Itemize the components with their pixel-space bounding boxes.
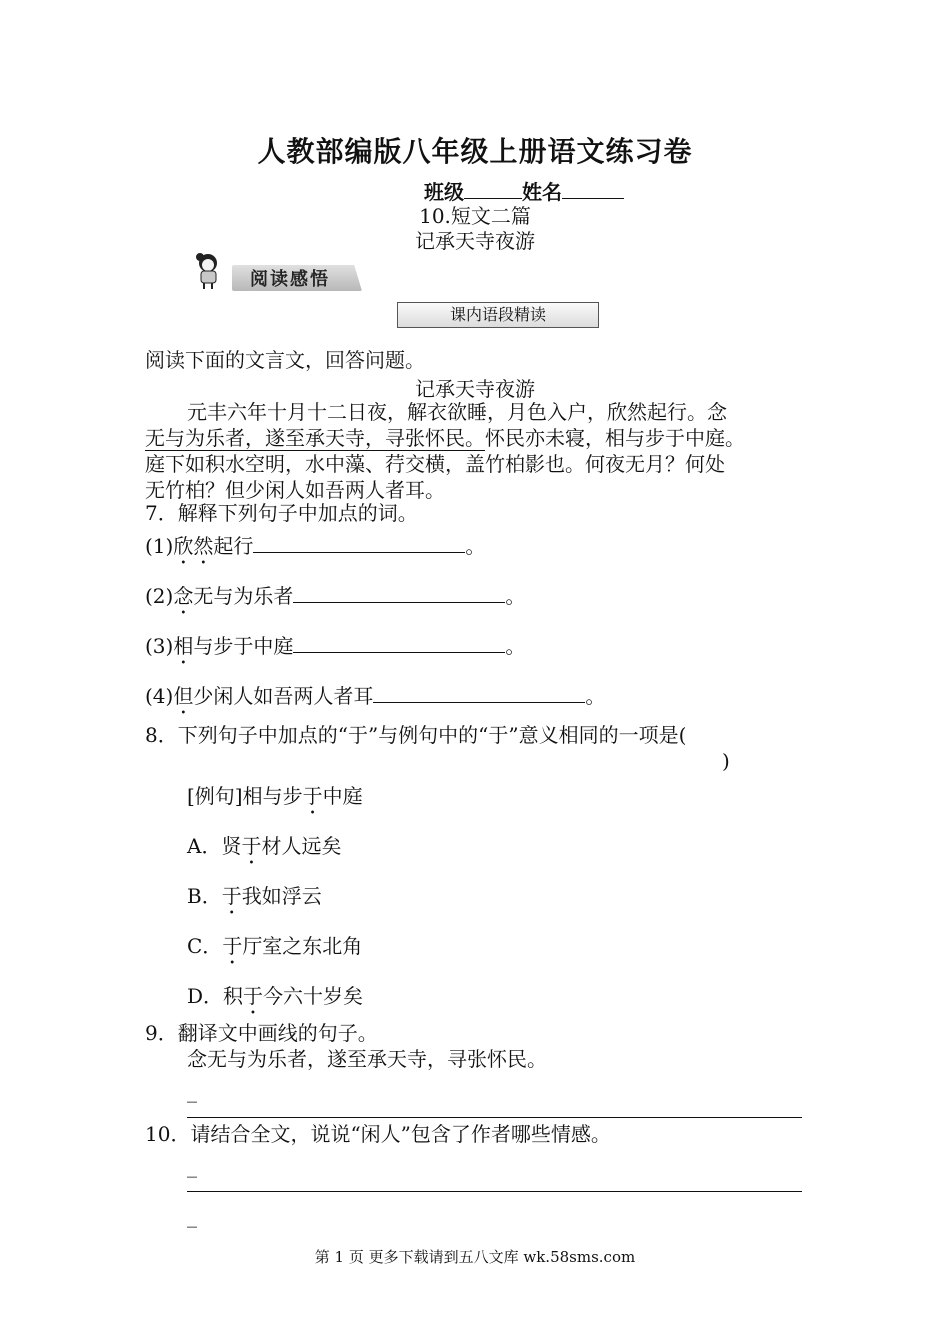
q7-item-2-dotted: 念: [173, 584, 194, 608]
q8-option-a-dot: 于: [241, 834, 262, 858]
passage-title: 记承天寺夜游: [415, 377, 535, 401]
passage-line-3: 庭下如积水空明，水中藻、荇交横，盖竹柏影也。何夜无月？何处: [145, 452, 725, 476]
q7-item-2-prefix: (2): [145, 584, 174, 608]
q8-option-b-label: B．: [187, 884, 222, 908]
q7-item-2-answer[interactable]: [293, 584, 505, 603]
q7-item-1-dotted-b: 然: [193, 534, 214, 558]
passage-line-1: 元丰六年十月十二日夜，解衣欲睡，月色入户，欣然起行。念: [187, 400, 727, 424]
q8-option-b-dot: 于: [221, 884, 242, 908]
q8-option-b[interactable]: [187, 883, 322, 919]
q8-example-dot: 于: [302, 784, 323, 808]
q7-item-3-prefix: (3): [145, 634, 174, 658]
name-blank[interactable]: [562, 180, 624, 199]
q10-dash-1: _: [187, 1154, 197, 1178]
q8-option-c-dot: 于: [222, 934, 243, 958]
q7-item-2-rest: 无与为乐者: [193, 584, 294, 608]
lesson-number: 10.短文二篇: [419, 204, 531, 228]
q9-answer-line[interactable]: [187, 1117, 802, 1118]
reading-instruction: 阅读下面的文言文，回答问题。: [145, 348, 425, 372]
q7-item-3-answer[interactable]: [293, 634, 505, 653]
q10-answer-line[interactable]: [187, 1191, 802, 1192]
q7-item-1-answer[interactable]: [253, 534, 465, 553]
underlined-sentence: 无与为乐者，遂至承天寺，寻张怀民。: [145, 426, 485, 450]
q8-option-a[interactable]: [187, 833, 341, 869]
q7-item-4: [145, 683, 605, 719]
q7-item-4-end: 。: [585, 684, 606, 708]
passage-line-2: [145, 425, 745, 451]
page-footer: 第 1 页 更多下载请到五八文库 wk.58sms.com: [314, 1248, 636, 1266]
q8-example-rest: 中庭: [322, 784, 363, 808]
q8-option-b-rest: 我如浮云: [241, 884, 322, 908]
q7-item-3-dotted: 相: [173, 634, 194, 658]
q7-stem: 7．解释下列句子中加点的词。: [145, 501, 418, 525]
q7-item-2: [145, 583, 525, 619]
q7-item-1-prefix: (1): [145, 534, 174, 558]
q7-item-1-rest: 起行: [213, 534, 254, 558]
q8-option-d[interactable]: [187, 983, 363, 1019]
q8-option-d-dot: 于: [243, 984, 264, 1008]
q7-item-3-rest: 与步于中庭: [193, 634, 294, 658]
page-title: 人教部编版八年级上册语文练习卷: [257, 135, 693, 168]
q8-option-d-rest: 今六十岁矣: [263, 984, 364, 1008]
passage-line-2-rest: 怀民亦未寝，相与步于中庭。: [485, 426, 745, 450]
q7-item-4-prefix: (4): [145, 684, 174, 708]
reading-girl-icon: [190, 251, 230, 291]
q7-item-4-dotted: 但: [173, 684, 194, 708]
q7-item-1-end: 。: [465, 534, 486, 558]
name-label: 姓名: [522, 180, 562, 204]
q8-option-c-rest: 厅室之东北角: [242, 934, 363, 958]
q9-stem: 9．翻译文中画线的句子。: [145, 1021, 378, 1045]
q9-dash: _: [187, 1079, 197, 1103]
q7-item-3: [145, 633, 525, 669]
class-label: 班级: [424, 180, 464, 204]
q7-item-2-end: 。: [505, 584, 526, 608]
q8-option-d-label: D．积: [187, 984, 244, 1008]
q10-dash-2: _: [187, 1204, 197, 1228]
q8-example: [187, 783, 363, 819]
q8-option-a-rest: 材人远矣: [261, 834, 342, 858]
q9-sentence: 念无与为乐者，遂至承天寺，寻张怀民。: [187, 1047, 547, 1071]
q7-item-4-rest: 少闲人如吾两人者耳: [193, 684, 374, 708]
q10-stem: 10．请结合全文，说说“闲人”包含了作者哪些情感。: [145, 1122, 611, 1146]
q8-example-prefix: [例句]相与步: [187, 784, 303, 808]
section-banner: [190, 257, 370, 295]
q7-item-4-answer[interactable]: [373, 684, 585, 703]
q7-item-1-dotted: 欣: [173, 534, 194, 558]
class-blank[interactable]: [464, 180, 522, 199]
q8-option-a-label: A．贤: [187, 834, 242, 858]
q8-answer-paren[interactable]: ): [722, 749, 730, 773]
q8-option-c[interactable]: [187, 933, 362, 969]
passage-line-4: 无竹柏？但少闲人如吾两人者耳。: [145, 478, 445, 502]
q8-option-c-label: C．: [187, 934, 223, 958]
q7-item-1: [145, 533, 485, 569]
section-banner-title: 阅读感悟: [250, 269, 330, 290]
lesson-subtitle: 记承天寺夜游: [415, 229, 535, 253]
q7-item-3-end: 。: [505, 634, 526, 658]
sub-section-banner: 课内语段精读: [397, 302, 599, 328]
q8-stem: 8．下列句子中加点的“于”与例句中的“于”意义相同的一项是(: [145, 723, 687, 747]
